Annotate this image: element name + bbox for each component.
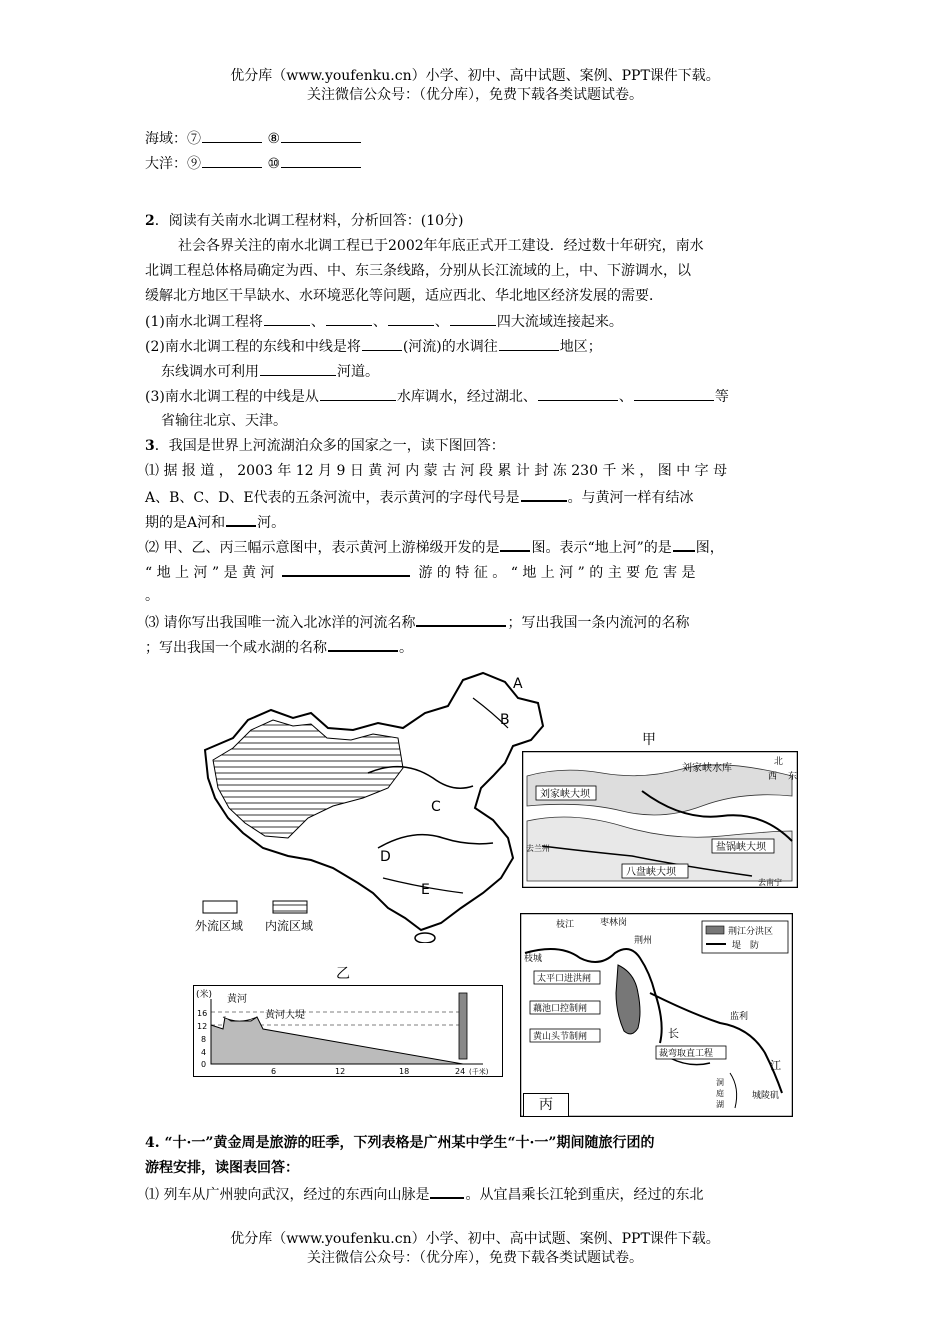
q2-s3-post: 等 <box>714 389 729 405</box>
q3-p1b-post: 。与黄河一样有结冰 <box>567 490 694 506</box>
answer-blank[interactable] <box>673 536 695 552</box>
q3-p2a-mid: 图。表示“地上河”的是 <box>531 540 672 556</box>
figure-bing-label: 丙 <box>523 1093 569 1117</box>
bing-t13: 城陵矶 <box>752 1091 780 1101</box>
bing-t15: 庭 <box>716 1089 724 1098</box>
y-tick: 12 <box>197 1022 208 1031</box>
x-tick: 18 <box>399 1067 410 1076</box>
page-header-line1: 优分库（www.youfenku.cn）小学、初中、高中试题、案例、PPT课件下载。 <box>230 68 720 84</box>
pagoda <box>459 993 467 1059</box>
jia-west: 西 <box>768 772 778 782</box>
page-footer-line1: 优分库（www.youfenku.cn）小学、初中、高中试题、案例、PPT课件下载。 <box>230 1231 720 1247</box>
q4-p1 <box>145 1183 703 1205</box>
q3-p1c <box>145 511 285 533</box>
figure-jia-dams <box>522 751 798 888</box>
x-tick: 24 <box>455 1067 466 1076</box>
figure-jia-label: 甲 <box>642 732 656 748</box>
q3-p1b-pre: A、B、C、D、E代表的五条河流中，表示黄河的字母代号是 <box>145 490 520 506</box>
legend-inflow-swatch <box>273 901 307 913</box>
q2-sub3 <box>145 386 729 407</box>
legend-inflow-label: 内流区域 <box>265 919 314 933</box>
answer-blank[interactable] <box>328 636 398 652</box>
q2-sub2b <box>161 361 379 382</box>
q2-s2b-pre: 东线调水可利用 <box>161 364 259 380</box>
q1-sea-label: 海域：⑦ <box>145 131 201 147</box>
bing-t4: 枝城 <box>524 954 543 964</box>
answer-blank[interactable] <box>416 611 506 627</box>
q3-p3a-post: ；写出我国一条内流河的名称 <box>507 615 690 631</box>
q3-p1c-pre: 期的是A河和 <box>145 515 226 531</box>
answer-blank[interactable] <box>281 153 361 168</box>
q1-ocean-line <box>145 153 362 174</box>
answer-blank[interactable] <box>430 1183 464 1199</box>
q3-p2a-pre: ⑵ 甲、乙、丙三幅示意图中，表示黄河上游梯级开发的是 <box>145 540 500 556</box>
q3-title <box>145 436 505 456</box>
q2-s2b-post: 河道。 <box>337 364 379 380</box>
answer-blank[interactable] <box>388 311 434 326</box>
q4-p1-post: 。从宜昌乘长江轮到重庆，经过的东北 <box>465 1187 704 1203</box>
page-header-line2: 关注微信公众号：（优分库），免费下载各类试题试卷。 <box>307 87 643 103</box>
answer-blank[interactable] <box>326 311 372 326</box>
sep: 、 <box>434 314 449 330</box>
q1-sea-line <box>145 128 362 149</box>
q2-s1-post: 四大流域连接起来。 <box>496 314 623 330</box>
answer-blank[interactable] <box>282 561 410 577</box>
q2-number: 2 <box>145 213 155 229</box>
q3-p2b-pre: “ 地 上 河 ” 是 黄 河 <box>145 565 275 581</box>
answer-blank[interactable] <box>634 386 714 401</box>
jia-reservoir: 刘家峡水库 <box>682 763 732 774</box>
q2-para3: 缓解北方地区干旱缺水、水环境恶化等问题，适应西北、华北地区经济发展的需要． <box>145 288 663 304</box>
q2-s2-pre: (2)南水北调工程的东线和中线是将 <box>145 339 361 355</box>
map-letter-a: A <box>513 676 523 692</box>
answer-blank[interactable] <box>538 386 618 401</box>
answer-blank[interactable] <box>202 153 262 168</box>
bing-t7: 黄山头节制闸 <box>533 1032 588 1042</box>
answer-blank[interactable] <box>260 361 336 376</box>
q3-p3b-pre: ；写出我国一个咸水湖的名称 <box>145 640 327 656</box>
answer-blank[interactable] <box>264 311 310 326</box>
q3-p2b <box>145 561 696 583</box>
answer-blank[interactable] <box>320 386 396 401</box>
x-tick: 6 <box>271 1067 277 1076</box>
q3-p3b-post: 。 <box>399 640 413 656</box>
y-tick: 8 <box>201 1035 207 1044</box>
yi-unit: (米) <box>196 990 213 1000</box>
bing-t9: 监利 <box>730 1012 749 1022</box>
jia-north: 北 <box>774 757 784 767</box>
bing-legend1: 荆江分洪区 <box>728 927 774 937</box>
q2-s3-mid1: 水库调水，经过湖北、 <box>396 389 537 405</box>
q4-number: 4 <box>145 1135 155 1151</box>
q3-p2b-post: 游 的 特 征 。 “ 地 上 河 ” 的 主 要 危 害 是 <box>418 565 696 581</box>
q2-title-text: ．阅读有关南水北调工程材料，分析回答：(10分) <box>154 213 464 229</box>
map-letter-e: E <box>421 882 430 898</box>
yi-levee: 黄河大堤 <box>265 1010 305 1021</box>
q2-s2-mid: (河流)的水调往 <box>402 339 498 355</box>
q3-p3a <box>145 611 689 633</box>
answer-blank[interactable] <box>499 336 559 351</box>
bing-t8: 裁弯取直工程 <box>659 1049 714 1059</box>
yi-river: 黄河 <box>227 994 247 1005</box>
q3-p2a-post: 图， <box>695 540 724 556</box>
q2-s3-pre: (3)南水北调工程的中线是从 <box>145 389 319 405</box>
answer-blank[interactable] <box>226 511 256 527</box>
bing-t1: 枝江 <box>556 920 575 930</box>
q3-p2c: 。 <box>145 588 159 604</box>
legend-flood-swatch <box>706 926 724 934</box>
q3-p3b <box>145 636 413 658</box>
q2-s1-pre: (1)南水北调工程将 <box>145 314 263 330</box>
map-letter-c: C <box>431 799 441 815</box>
q2-s2-post: 地区； <box>559 339 602 355</box>
answer-blank[interactable] <box>521 486 567 502</box>
bing-t10: 长 <box>668 1027 679 1040</box>
legend-outflow-label: 外流区域 <box>195 919 244 933</box>
q1-ocean-label: 大洋：⑨ <box>145 156 201 172</box>
q3-p1b <box>145 486 694 508</box>
jia-dam3: 八盘峡大坝 <box>626 867 676 878</box>
y-tick: 16 <box>197 1009 208 1018</box>
q4-p1-pre: ⑴ 列车从广州驶向武汉，经过的东西向山脉是 <box>145 1187 430 1203</box>
map-letter-d: D <box>380 849 391 865</box>
bing-t6: 藕池口控制闸 <box>533 1004 588 1014</box>
answer-blank[interactable] <box>362 336 402 351</box>
yi-km: (千米) <box>469 1068 489 1076</box>
q4-line1 <box>145 1133 654 1153</box>
q2-para2: 北调工程总体格局确定为西、中、东三条线路，分别从长江流域的上，中、下游调水，以 <box>145 263 691 279</box>
q3-p3a-pre: ⑶ 请你写出我国唯一流入北冰洋的河流名称 <box>145 615 416 631</box>
figure-bing-jingjiang <box>520 913 793 1117</box>
bing-t2: 枣林岗 <box>600 918 628 928</box>
jia-jingning: 去南宁 <box>758 878 782 887</box>
sep: 、 <box>372 314 387 330</box>
bing-t11: 江 <box>770 1059 781 1072</box>
legend-outflow-swatch <box>203 901 237 913</box>
figure-yi-label: 乙 <box>336 966 350 982</box>
bing-t16: 湖 <box>716 1100 724 1109</box>
jia-east: 东 <box>788 772 798 782</box>
answer-blank[interactable] <box>202 128 262 143</box>
q3-number: 3 <box>145 438 155 454</box>
answer-blank[interactable] <box>500 536 530 552</box>
answer-blank[interactable] <box>450 311 496 326</box>
q3-title-text: ．我国是世界上河流湖泊众多的国家之一，读下图回答： <box>154 438 505 454</box>
island <box>415 933 435 943</box>
sep: 、 <box>310 314 325 330</box>
sep: 、 <box>618 389 633 405</box>
q2-title <box>145 211 464 231</box>
q2-para1: 社会各界关注的南水北调工程已于2002年年底正式开工建设．经过数十年研究，南水 <box>178 238 704 254</box>
q4-line2: 游程安排，读图表回答： <box>145 1160 299 1176</box>
q2-sub1 <box>145 311 623 332</box>
q2-sub2 <box>145 336 602 357</box>
jia-dam2: 盐锅峡大坝 <box>716 842 766 853</box>
y-tick: 4 <box>201 1048 207 1057</box>
q3-p2a <box>145 536 724 558</box>
bing-t5: 太平口进洪闸 <box>537 974 592 984</box>
page-footer-line2: 关注微信公众号：（优分库），免费下载各类试题试卷。 <box>307 1250 643 1266</box>
map-letter-b: B <box>500 712 510 728</box>
answer-blank[interactable] <box>281 128 361 143</box>
china-rivers-map <box>193 668 573 943</box>
q4-line1-text: . “十·一”黄金周是旅游的旺季，下列表格是广州某中学生“十·一”期间随旅行团的 <box>154 1135 655 1151</box>
y-tick: 0 <box>201 1060 207 1069</box>
jia-dam1: 刘家峡大坝 <box>540 789 590 800</box>
q1-sea-mid: ⑧ <box>267 131 281 147</box>
bing-t14: 洞 <box>716 1078 724 1087</box>
q3-p1c-post: 河。 <box>257 515 286 531</box>
q2-sub3b: 省输往北京、天津。 <box>161 413 287 429</box>
figure-yi-profile <box>193 985 503 1077</box>
bing-legend2: 堤 防 <box>732 941 760 951</box>
q1-ocean-mid: ⑩ <box>267 156 281 172</box>
jia-lanzhou: 去兰州 <box>526 844 550 853</box>
bing-t3: 荆州 <box>634 936 653 946</box>
x-tick: 12 <box>335 1067 346 1076</box>
q3-p1a: ⑴ 据 报 道 ， 2003 年 12 月 9 日 黄 河 内 蒙 古 河 段 累 计 封 冻 230 千 米 ， 图 中 字 母 <box>145 463 728 479</box>
